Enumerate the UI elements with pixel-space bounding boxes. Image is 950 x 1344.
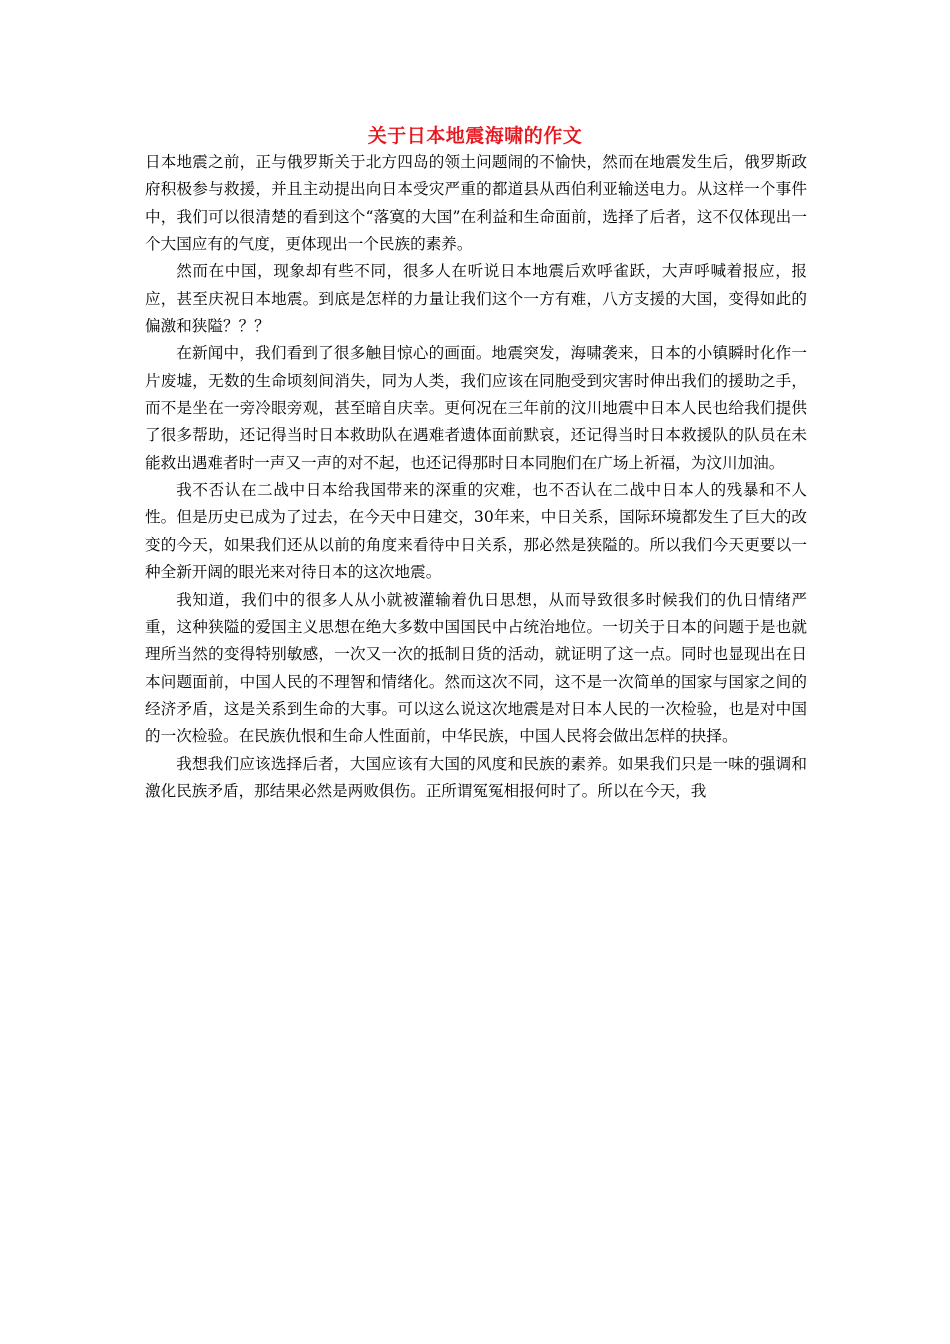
document-body <box>145 149 807 805</box>
paragraph-5: 我知道，我们中的很多人从小就被灌输着仇日思想，从而导致很多时候我们的仇日情绪严重，这种狭隘的爱国主义思想在绝大多数中国国民中占统治地位。一切关于日本的问题于是也就理所当然的变得特别敏感，一次又一次的抵制日货的活动，就证明了这一点。同时也显现出在日本问题面前，中国人民的不理智和情绪化。然而这次不同，这不是一次简单的国家与国家之间的经济矛盾，这是关系到生命的大事。可以这么说这次地震是对日本人民的一次检验，也是对中国的一次检验。在民族仇恨和生命人性面前，中华民族，中国人民将会做出怎样的抉择。 <box>145 590 807 746</box>
paragraph-1: 日本地震之前，正与俄罗斯关于北方四岛的领土问题闹的不愉快，然而在地震发生后，俄罗斯政府积极参与救援，并且主动提出向日本受灾严重的都道县从西伯利亚输送电力。从这样一个事件中，我们可以很清楚的看到这个“落寞的大国”在利益和生命面前，选择了后者，这不仅体现出一个大国应有的气度，更体现出一个民族的素养。 <box>145 153 807 254</box>
paragraph-4: 我不否认在二战中日本给我国带来的深重的灾难，也不否认在二战中日本人的残暴和不人性。但是历史已成为了过去，在今天中日建交，30年来，中日关系，国际环境都发生了巨大的改变的今天，如果我们还从以前的角度来看待中日关系，那必然是狭隘的。所以我们今天更要以一种全新开阔的眼光来对待日本的这次地震。 <box>145 481 807 582</box>
paragraph-3: 在新闻中，我们看到了很多触目惊心的画面。地震突发，海啸袭来，日本的小镇瞬时化作一片废墟，无数的生命顷刻间消失，同为人类，我们应该在同胞受到灾害时伸出我们的援助之手，而不是坐在一旁冷眼旁观，甚至暗自庆幸。更何况在三年前的汶川地震中日本人民也给我们提供了很多帮助，还记得当时日本救助队在遇难者遗体面前默哀，还记得当时日本救援队的队员在未能救出遇难者时一声又一声的对不起，也还记得那时日本同胞们在广场上祈福，为汶川加油。 <box>145 344 807 472</box>
document-title: 关于日本地震海啸的作文 <box>367 125 583 147</box>
paragraph-2: 然而在中国，现象却有些不同，很多人在听说日本地震后欢呼雀跃，大声呼喊着报应，报应，甚至庆祝日本地震。到底是怎样的力量让我们这个一方有难，八方支援的大国，变得如此的偏激和狭隘？？？ <box>145 262 807 336</box>
paragraph-6: 我想我们应该选择后者，大国应该有大国的风度和民族的素养。如果我们只是一味的强调和激化民族矛盾，那结果必然是两败俱伤。正所谓冤冤相报何时了。所以在今天，我 <box>145 754 807 800</box>
